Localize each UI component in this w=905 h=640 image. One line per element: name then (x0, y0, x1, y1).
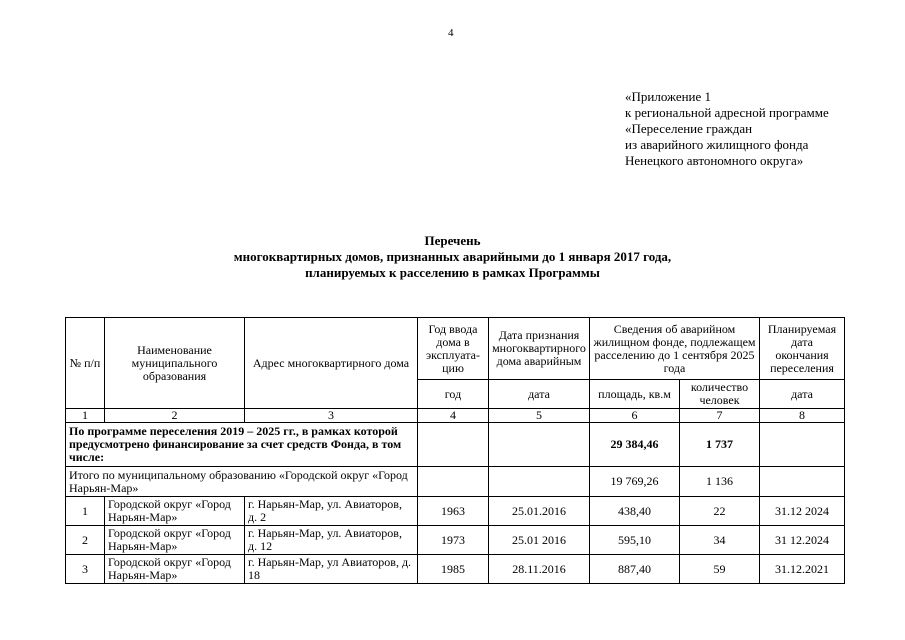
municipal-total-date (489, 467, 590, 497)
row-area: 438,40 (590, 497, 680, 526)
row-planned: 31.12 2024 (760, 497, 845, 526)
title-line: планируемых к расселению в рамках Программы (305, 265, 600, 280)
program-total-row (66, 423, 845, 467)
row-planned: 31.12.2021 (760, 555, 845, 584)
housing-table (65, 317, 845, 584)
column-number: 3 (245, 409, 418, 423)
column-number: 2 (105, 409, 245, 423)
subheader-area: площадь, кв.м (590, 380, 680, 409)
header-row (66, 318, 845, 380)
row-date: 25.01 2016 (489, 526, 590, 555)
row-year: 1973 (418, 526, 489, 555)
header-planned: Планируемая дата окончания переселения (760, 318, 845, 380)
municipal-total-planned (760, 467, 845, 497)
municipal-total-year (418, 467, 489, 497)
header-num: № п/п (66, 318, 105, 409)
appendix-line: «Переселение граждан (625, 121, 753, 136)
row-num: 2 (66, 526, 105, 555)
title-line: Перечень (424, 233, 481, 248)
table-row (66, 497, 845, 526)
header-info: Сведения об аварийном жилищном фонде, подлежащем расселению до 1 сентября 2025 года (590, 318, 760, 380)
table-row (66, 526, 845, 555)
program-total-people: 1 737 (680, 423, 760, 467)
program-total-year (418, 423, 489, 467)
subheader-recognition: дата (489, 380, 590, 409)
program-total-area: 29 384,46 (590, 423, 680, 467)
column-number: 4 (418, 409, 489, 423)
row-year: 1963 (418, 497, 489, 526)
column-number-row (66, 409, 845, 423)
header-address: Адрес многоквартирного дома (245, 318, 418, 409)
row-planned: 31 12.2024 (760, 526, 845, 555)
row-num: 3 (66, 555, 105, 584)
program-total-label: По программе переселения 2019 – 2025 гг., в рамках которой предусмотрено финансирование за счет средств Фонда, в том числе: (66, 423, 418, 467)
column-number: 5 (489, 409, 590, 423)
municipal-total-row (66, 467, 845, 497)
column-number: 8 (760, 409, 845, 423)
column-number: 1 (66, 409, 105, 423)
header-year: Год ввода дома в эксплуата-цию (418, 318, 489, 380)
program-total-date (489, 423, 590, 467)
row-people: 59 (680, 555, 760, 584)
row-date: 28.11.2016 (489, 555, 590, 584)
header-recognition: Дата признания многоквартирного дома аварийным (489, 318, 590, 380)
appendix-line: «Приложение 1 (625, 89, 712, 104)
row-address: г. Нарьян-Мар, ул. Авиаторов, д. 2 (245, 497, 418, 526)
appendix-line: из аварийного жилищного фонда (625, 137, 809, 152)
header-municipality: Наименование муниципального образования (105, 318, 245, 409)
subheader-year: год (418, 380, 489, 409)
appendix-line: к региональной адресной программе (625, 105, 829, 120)
table-row (66, 555, 845, 584)
program-total-planned (760, 423, 845, 467)
subheader-people: количество человек (680, 380, 760, 409)
municipal-total-people: 1 136 (680, 467, 760, 497)
municipal-total-label: Итого по муниципальному образованию «Городской округ «Город Нарьян-Мар» (66, 467, 418, 497)
row-area: 887,40 (590, 555, 680, 584)
row-address: г. Нарьян-Мар, ул. Авиаторов, д. 12 (245, 526, 418, 555)
row-area: 595,10 (590, 526, 680, 555)
appendix-line: Ненецкого автономного округа» (625, 153, 804, 168)
row-people: 34 (680, 526, 760, 555)
appendix-note (625, 89, 829, 169)
title-line: многоквартирных домов, признанных аварийными до 1 января 2017 года, (233, 249, 672, 264)
subheader-planned: дата (760, 380, 845, 409)
row-municipality: Городской округ «Город Нарьян-Мар» (105, 497, 245, 526)
municipal-total-area: 19 769,26 (590, 467, 680, 497)
document-title (0, 233, 905, 281)
row-year: 1985 (418, 555, 489, 584)
row-people: 22 (680, 497, 760, 526)
column-number: 6 (590, 409, 680, 423)
row-municipality: Городской округ «Город Нарьян-Мар» (105, 526, 245, 555)
row-date: 25.01.2016 (489, 497, 590, 526)
row-municipality: Городской округ «Город Нарьян-Мар» (105, 555, 245, 584)
column-number: 7 (680, 409, 760, 423)
row-num: 1 (66, 497, 105, 526)
row-address: г. Нарьян-Мар, ул Авиаторов, д. 18 (245, 555, 418, 584)
page-number: 4 (448, 27, 454, 39)
